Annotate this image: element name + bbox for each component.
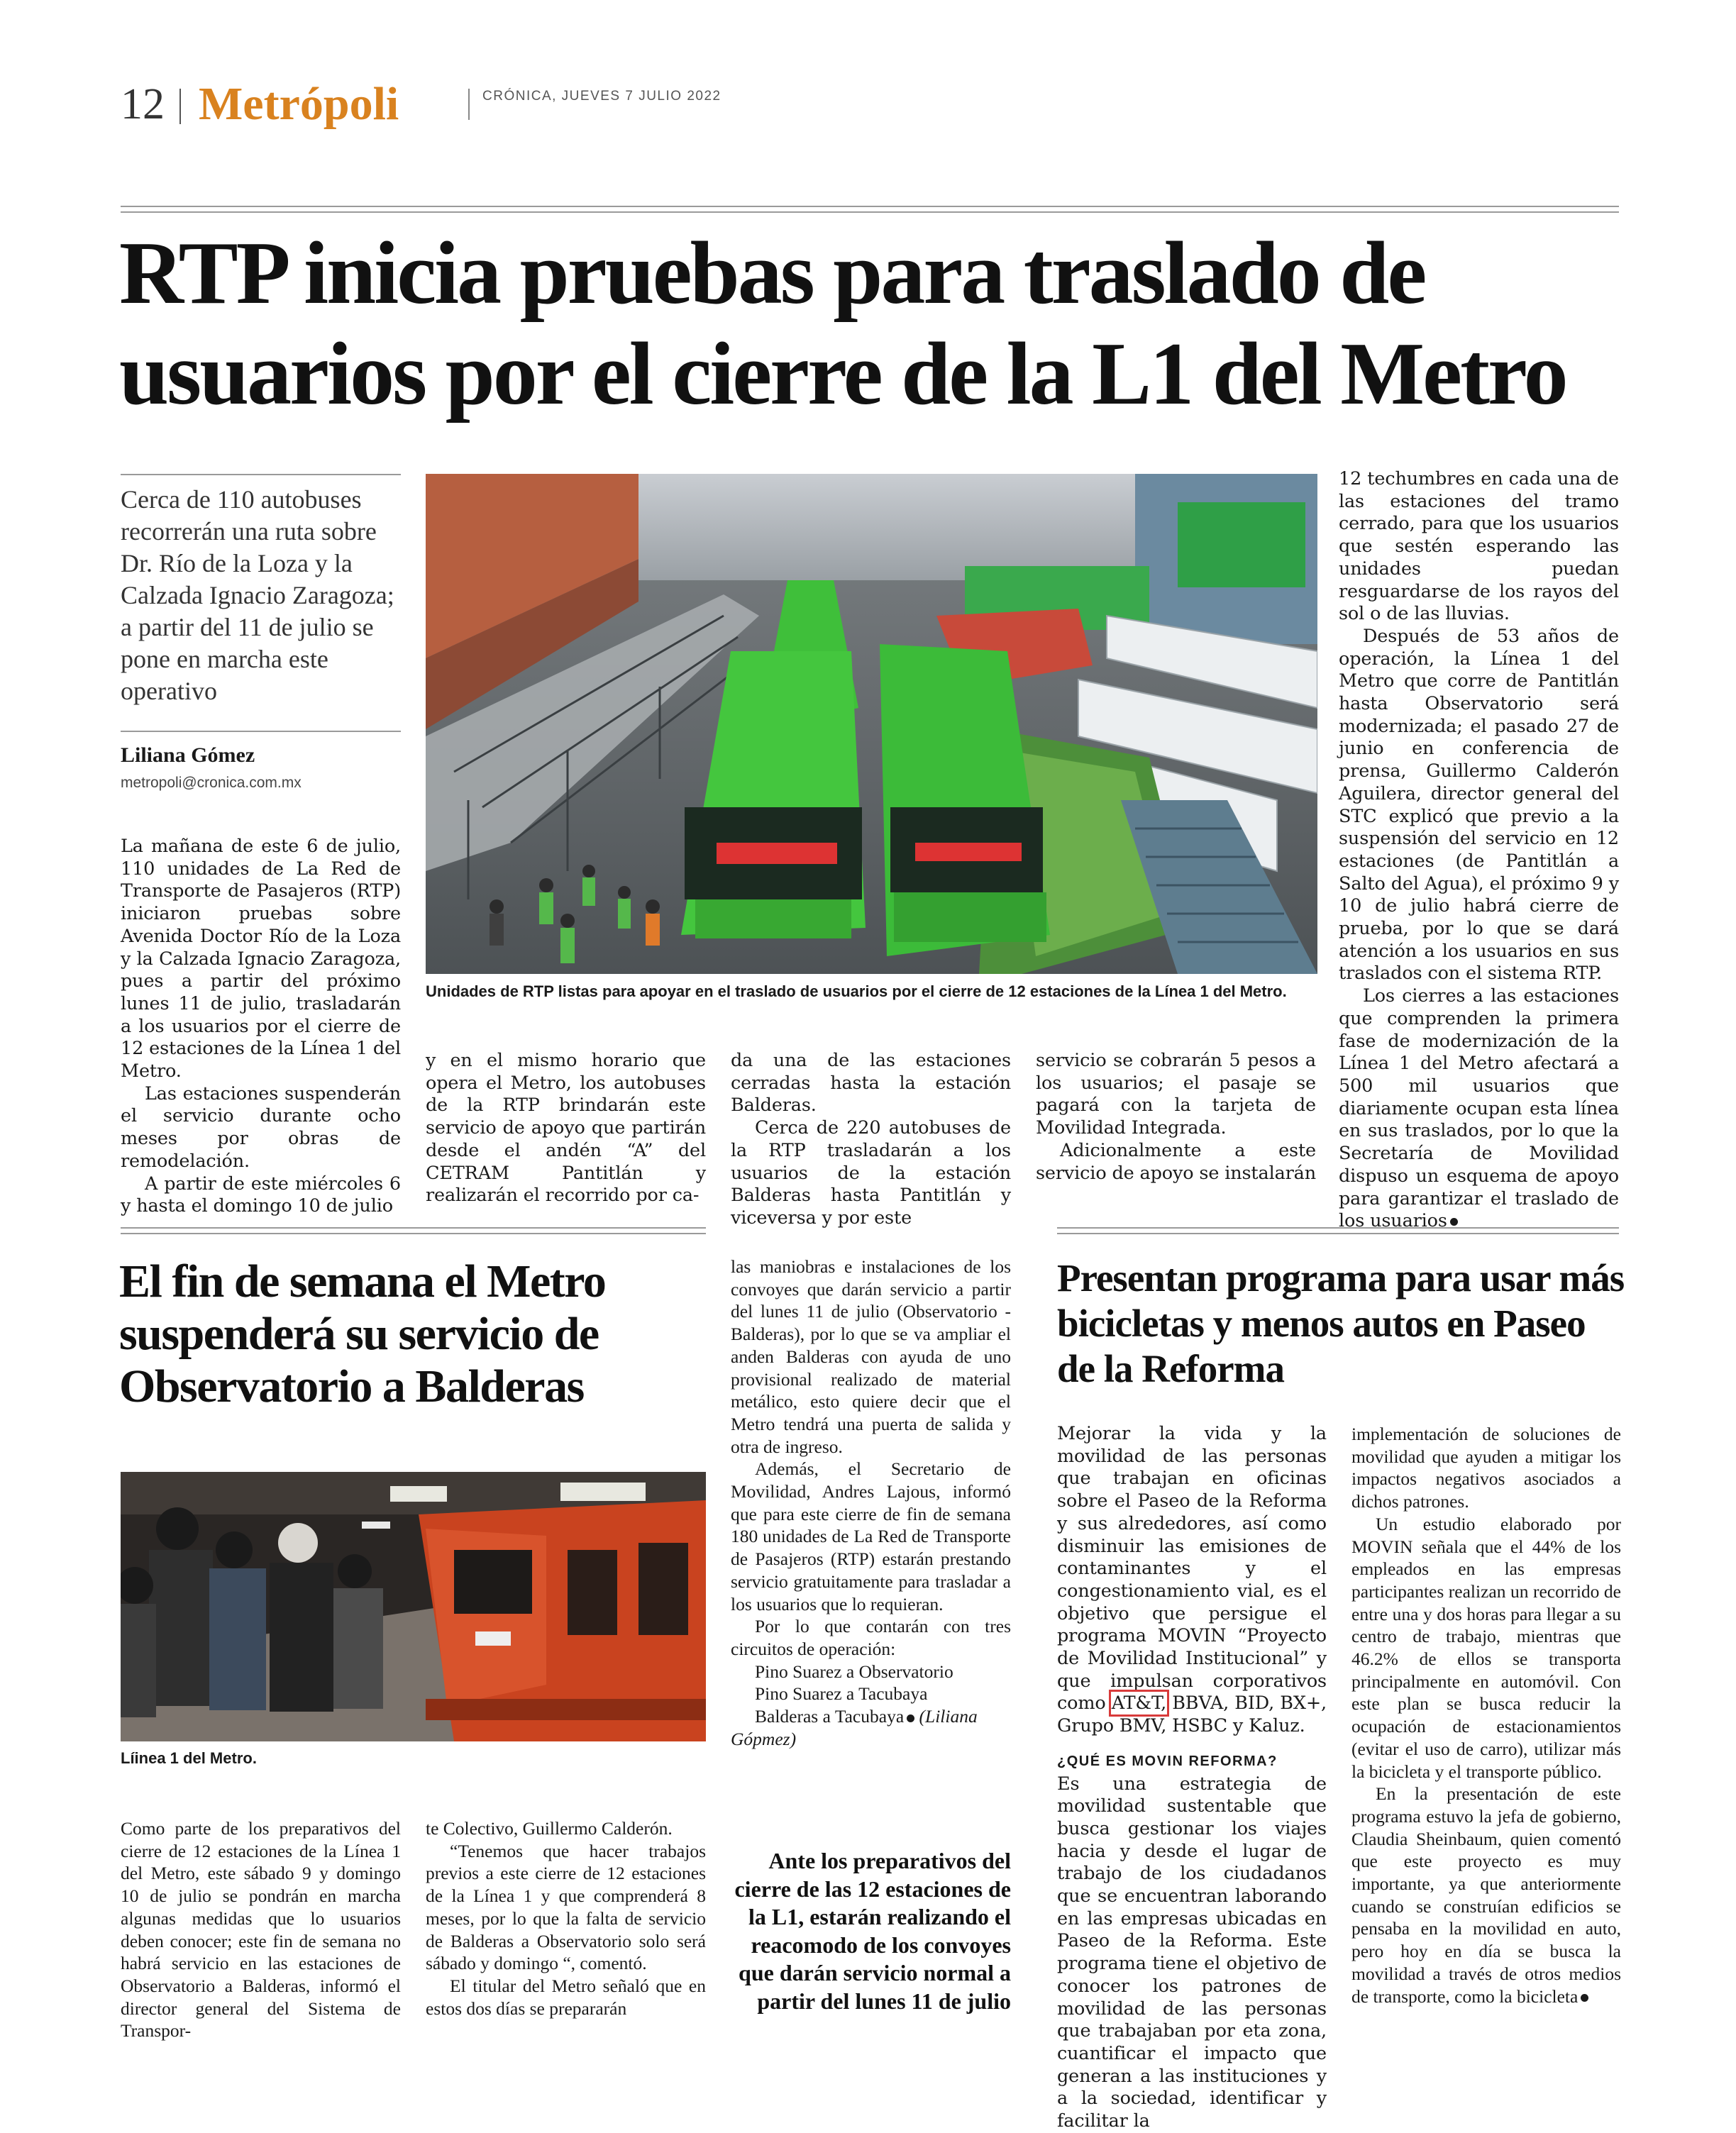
headline-line-1: RTP inicia pruebas para traslado de — [119, 224, 1425, 323]
second-col3-p2: Además, el Secretario de Movilidad, Andres Lajous, informó que para este cierre de fin de semana 180 unidades de La Red de Transporte de Pasajeros (RTP) estarán prestando servicio gratuitamente para trasladar a los usuarios que lo requieran. — [731, 1458, 1011, 1614]
second-col-2 — [426, 1817, 706, 2020]
third-headline: Presentan programa para usar más bicicletas y menos autos en Paseo de la Reforma — [1057, 1256, 1625, 1390]
second-col-1 — [121, 1817, 401, 2042]
second-col3-p3: Por lo que contarán con tres circuitos de operación: — [731, 1616, 1011, 1659]
signature: (Liliana Gópmez) — [731, 1706, 978, 1749]
pullquote: Ante los preparativos del cierre de las 12 estaciones de la L1, estarán realizando el reacomodo de los convoyes que darán servicio normal a partir del lunes 11 de julio — [734, 1848, 1011, 2014]
main-col5-p3 — [1339, 985, 1619, 1233]
third-col-2 — [1351, 1423, 1621, 2007]
second-col1-p1: Como parte de los preparativos del cierre de 12 estaciones de la Línea 1 del Metro, este sábado 9 y domingo 10 de julio se pondrán en marcha algunas medidas que lo usuarios deben conocer; este fin de semana no habrá servicio en las estaciones de Observatorio a Balderas, informó el director general del Sistema de Transpor- — [121, 1818, 401, 2041]
main-col1-p2: Las estaciones suspenderán el servicio durante ocho meses por obras de remodelación. — [121, 1082, 401, 1172]
route-3: Balderas a Tacubaya — [755, 1706, 905, 1727]
byline-name: Liliana Gómez — [121, 743, 255, 767]
second-col-3 — [731, 1256, 1011, 1750]
section-title: Metrópoli — [199, 78, 399, 130]
second-col2-p2: “Tenemos que hacer trabajos previos a este cierre de 12 estaciones de la Línea 1 y que comprenderá 8 meses, por lo que la falta de servicio de Balderas a Observatorio solo será sábado y domingo “, comentó. — [426, 1840, 706, 1974]
lower-rule-left — [121, 1227, 706, 1234]
route-1: Pino Suarez a Observatorio — [755, 1661, 953, 1682]
rtp-buses-photo — [426, 474, 1317, 974]
header-divider — [179, 89, 181, 124]
deck-rule-top — [121, 474, 401, 475]
route-2: Pino Suarez a Tacubaya — [755, 1683, 928, 1705]
deck-rule-bottom — [121, 731, 401, 732]
end-mark-icon — [1450, 1218, 1458, 1226]
third-col1-p1 — [1057, 1423, 1327, 1738]
deck-text: Cerca de 110 autobuses recorrerán una ruta sobre Dr. Río de la Loza y la Calzada Ignacio Zaragoza; a partir del 11 de julio se pone en marcha este operativo — [121, 485, 394, 705]
main-col-2 — [426, 1050, 706, 1207]
movin-subhead: ¿QUÉ ES MOVIN REFORMA? — [1057, 1753, 1278, 1769]
main-col4-p2: Adicionalmente a este servicio de apoyo se instalarán — [1036, 1139, 1317, 1184]
header-divider-2 — [468, 89, 470, 120]
end-mark-icon — [907, 1714, 914, 1722]
byline-email: metropoli@cronica.com.mx — [121, 775, 302, 791]
dateline: CRÓNICA, JUEVES 7 JULIO 2022 — [482, 89, 722, 104]
main-photo-caption: Unidades de RTP listas para apoyar en el traslado de usuarios por el cierre de 12 estaciones de la Línea 1 del Metro. — [426, 982, 1287, 1000]
third-col1-p2: Es una estrategia de movilidad sustentable que busca gestionar los viajes hacia y desde el lugar de trabajo de los ciudadanos que se encuentran laborando en las empresas ubicadas en Paseo de la Reforma. Este programa tiene el objetivo de conocer los patrones de movilidad de las personas que trabajaban por eta zona, cuantificar el impacto que generan a las instituciones y a la sociedad, identificar y facilitar la — [1057, 1773, 1327, 2132]
metro-photo-caption: Líinea 1 del Metro. — [121, 1749, 257, 1767]
metro-line1-photo — [121, 1472, 706, 1741]
main-col4-p1: servicio se cobrarán 5 pesos a los usuarios; el pasaje se pagará con la tarjeta de Movilidad Integrada. — [1036, 1050, 1316, 1139]
third-col1-p1-a: Mejorar la vida y la movilidad de las personas que trabajan en oficinas sobre el Paseo de la Reforma y sus alrededores, así como disminuir las emisiones de contaminantes y el congestionamiento vial, es el objetivo que persigue el programa MOVIN “Proyecto de Movilidad Institucional” y que impulsan corporativos como — [1057, 1423, 1327, 1714]
page-number: 12 — [121, 80, 165, 128]
main-col2-p1: y en el mismo horario que opera el Metro, los autobuses de la RTP brindarán este servicio de apoyo que partirán desde el andén “A” del CETRAM Pantitlán y realizarán el recorrido por ca- — [426, 1050, 706, 1207]
main-col3-p2: Cerca de 220 autobuses de la RTP trasladarán a los usuarios de la estación Balderas hasta Pantitlán y viceversa y por este — [731, 1117, 1011, 1229]
main-col-3 — [731, 1050, 1011, 1230]
third-col2-p1: implementación de soluciones de movilidad que ayuden a mitigar los impactos negativos asociados a dichos patrones. — [1351, 1424, 1621, 1512]
route-3-line — [731, 1705, 1011, 1750]
third-col2-p3 — [1351, 1783, 1621, 2007]
att-highlight: AT&T, — [1111, 1692, 1167, 1714]
third-col2-p3-text: En la presentación de este programa estuvo la jefa de gobierno, Claudia Sheinbaum, quien comentó que este proyecto es muy importante, ya que anteriormente cuando se construían edificios se pensaba en la movilidad en auto, pero hoy en día se busca la movilidad a través de otros medios de transporte, como la bicicleta — [1351, 1783, 1621, 2007]
main-col1-p1: La mañana de este 6 de julio, 110 unidades de La Red de Transporte de Pasajeros (RTP) iniciaron pruebas sobre Avenida Doctor Río de la Loza y la Calzada Ignacio Zaragoza, pues a partir del próximo lunes 11 de julio, trasladarán a los usuarios por el cierre de 12 estaciones de la Línea 1 del Metro. — [121, 836, 401, 1082]
third-col2-p2: Un estudio elaborado por MOVIN señala que el 44% de los empleados en las empresas participantes realizan un recorrido de entre una y dos horas para llegar a su centro de trabajo, mientras que 46.2% de ellos se transporta principalmente en automóvil. Con este plan se busca reducir la ocupación de estacionamientos (evitar el uso de carro), utilizar más la bicicleta y el transporte público. — [1351, 1513, 1621, 1782]
metro-train-illustration — [121, 1472, 706, 1741]
main-col-1 — [121, 836, 401, 1218]
second-headline: El fin de semana el Metro suspenderá su servicio de Observatorio a Balderas — [119, 1256, 606, 1412]
main-col5-p1: 12 techumbres en cada una de las estaciones del tramo cerrado, para que los usuarios que sestén esperando las unidades puedan resguardarse de los rayos del sol o de las lluvias. — [1339, 468, 1619, 625]
main-headline — [119, 223, 1566, 425]
rtp-buses-illustration — [426, 474, 1317, 974]
second-col2-p1: te Colectivo, Guillermo Calderón. — [426, 1818, 673, 1839]
main-col3-p1: da una de las estaciones cerradas hasta la estación Balderas. — [731, 1050, 1011, 1117]
main-col1-p3: A partir de este miércoles 6 y hasta el domingo 10 de julio — [121, 1173, 401, 1217]
third-col-1 — [1057, 1423, 1327, 2133]
main-col-4 — [1036, 1050, 1316, 1185]
end-mark-icon — [1581, 1994, 1588, 2002]
main-col5-p2: Después de 53 años de operación, la Línea 1 del Metro que corre de Pantitlán hasta Observatorio será modernizada; el pasado 27 de junio en conferencia de prensa, Guillermo Calderón Aguilera, director general del STC explicó que previo a la suspensión del servicio en 12 estaciones (de Pantitlán a Salto del Agua), el próximo 9 y 10 de julio habrá cierre de prueba, por lo que se dará atención a los usuarios en sus traslados con el sistema RTP. — [1339, 625, 1619, 985]
main-col-5 — [1339, 468, 1619, 1233]
second-col2-p3: El titular del Metro señaló que en estos dos días se prepararán — [426, 1975, 706, 2019]
top-rule — [121, 206, 1619, 213]
main-col5-p3-text: Los cierres a las estaciones que comprenden la primera fase de modernización de la Línea 1 del Metro afectará a 500 mil usuarios que diariamente ocupan esta línea en sus traslados, por lo que la Secretaría de Movilidad dispuso un esquema de apoyo para garantizar el traslado de los usuarios — [1339, 985, 1619, 1232]
third-col1-p1-b: BBVA, BID, BX+, Grupo BMV, HSBC y Kaluz. — [1057, 1692, 1327, 1737]
headline-line-2: usuarios por el cierre de la L1 del Metro — [119, 325, 1566, 423]
lower-rule-right — [1057, 1227, 1619, 1234]
second-col3-p1: las maniobras e instalaciones de los convoyes que darán servicio a partir del lunes 11 de julio (Observatorio - Balderas), por lo que se va ampliar el anden Balderas con ayuda de uno provisional realizado de material metálico, esto quiere decir que el Metro tendrá una puerta de salida y otra de ingreso. — [731, 1256, 1011, 1457]
